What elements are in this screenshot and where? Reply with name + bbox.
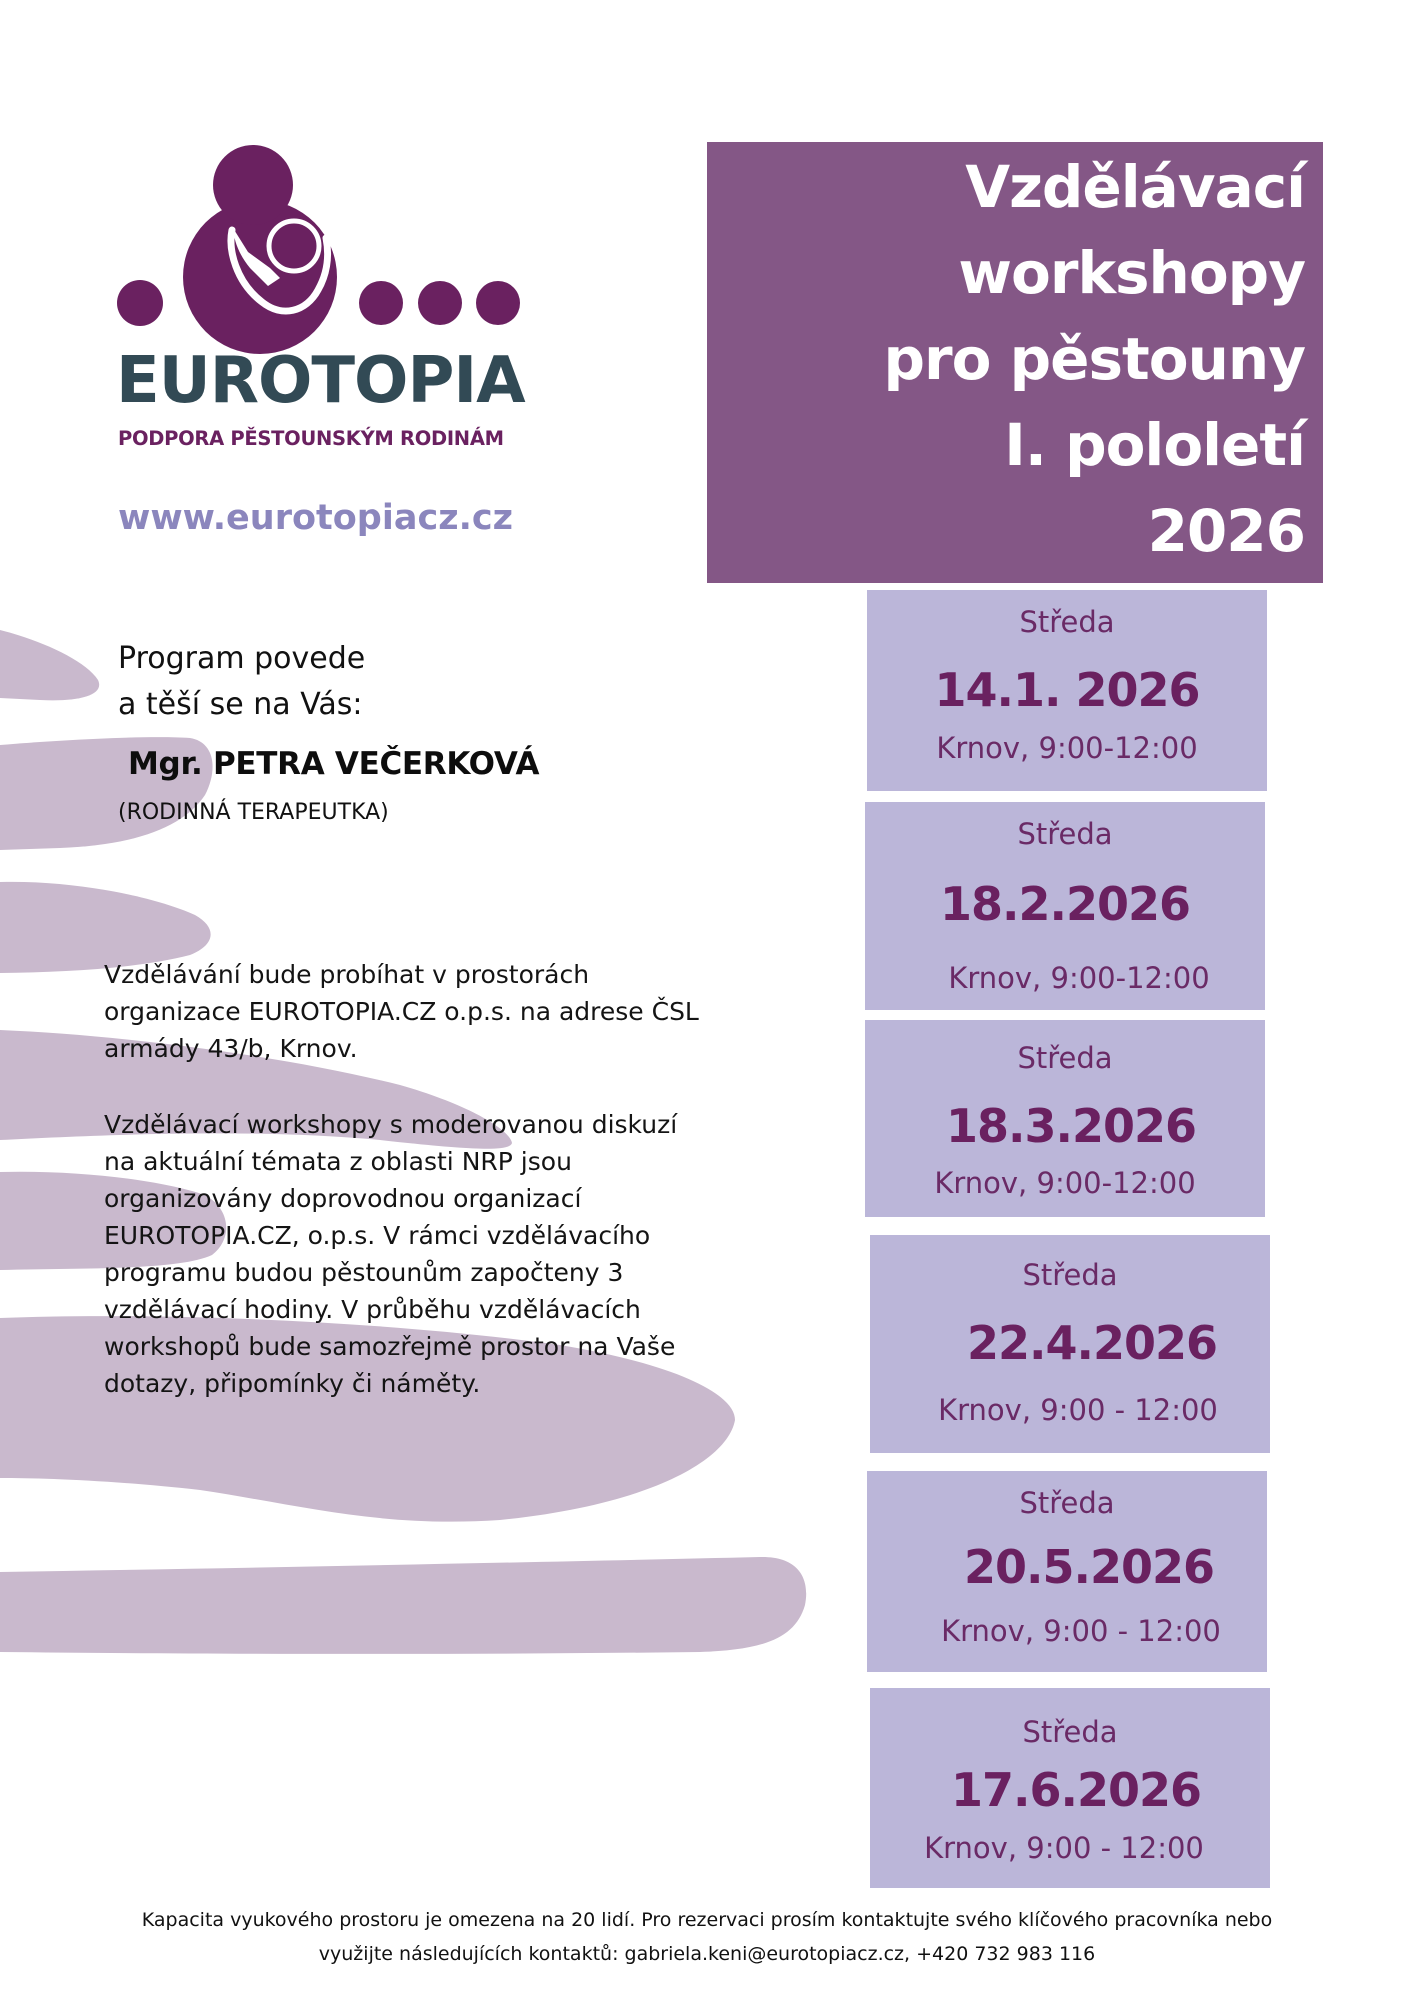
logo-tagline: PODPORA PĚSTOUNSKÝM RODINÁM xyxy=(118,427,504,450)
footer-line-contacts: využijte následujících kontaktů: gabriela.keni@eurotopiacz.cz, +420 732 983 116 xyxy=(318,1943,1096,1965)
paragraph-line: programu budou pěstounům započteny 3 xyxy=(104,1258,624,1287)
logo-child-head xyxy=(269,221,319,271)
session-card xyxy=(865,1020,1265,1217)
footer-contact-info xyxy=(0,1903,1414,1971)
session-date: 17.6.2026 xyxy=(951,1763,1201,1817)
session-place-time: Krnov, 9:00 - 12:00 xyxy=(941,1614,1221,1648)
paragraph-line: workshopů bude samozřejmě prostor na Vaše xyxy=(104,1332,676,1361)
title-box xyxy=(707,142,1323,583)
session-place-time: Krnov, 9:00-12:00 xyxy=(934,1166,1196,1200)
session-day: Středa xyxy=(1019,605,1115,639)
session-day: Středa xyxy=(1019,1486,1115,1520)
session-card xyxy=(867,1471,1267,1672)
paragraph-line: organizace EUROTOPIA.CZ o.p.s. na adrese ČSL xyxy=(104,997,699,1026)
session-day: Středa xyxy=(1017,817,1113,851)
logo-dot-1 xyxy=(359,281,403,325)
session-day: Středa xyxy=(1017,1041,1113,1075)
session-date: 20.5.2026 xyxy=(964,1540,1214,1594)
location-paragraph xyxy=(104,956,764,1067)
logo-head-circle xyxy=(213,145,293,225)
swoosh-7 xyxy=(0,1557,806,1654)
session-card xyxy=(867,590,1267,791)
paragraph-line: dotazy, připomínky či náměty. xyxy=(104,1369,481,1398)
session-place-time: Krnov, 9:00-12:00 xyxy=(948,961,1210,995)
title-line: 2026 xyxy=(1147,497,1305,565)
logo-dot-2 xyxy=(418,281,462,325)
title-line: I. pololetí xyxy=(1004,411,1305,479)
paragraph-line: na aktuální témata z oblasti NRP jsou xyxy=(104,1147,572,1176)
paragraph-line: Vzdělávání bude probíhat v prostorách xyxy=(104,960,590,989)
logo-wordmark: EUROTOPIA xyxy=(116,344,525,418)
title-line: Vzdělávací xyxy=(965,153,1305,221)
website-link[interactable]: www.eurotopiacz.cz xyxy=(118,498,513,538)
session-place-time: Krnov, 9:00 - 12:00 xyxy=(938,1393,1218,1427)
logo-dot-3 xyxy=(476,281,520,325)
presenter-role: (RODINNÁ TERAPEUTKA) xyxy=(118,800,389,825)
session-place-time: Krnov, 9:00-12:00 xyxy=(936,731,1198,765)
paragraph-line: vzdělávací hodiny. V průběhu vzdělávacích xyxy=(104,1295,641,1324)
swoosh-1 xyxy=(0,630,99,700)
description-paragraph xyxy=(104,1106,764,1402)
paragraph-line: organizovány doprovodnou organizací xyxy=(104,1184,582,1213)
session-day: Středa xyxy=(1022,1715,1118,1749)
title-line: pro pěstouny xyxy=(883,325,1305,393)
paragraph-line: armády 43/b, Krnov. xyxy=(104,1034,358,1063)
title-line: workshopy xyxy=(958,239,1305,307)
presenter-intro: a těší se na Vás: xyxy=(118,687,363,722)
session-card xyxy=(870,1235,1270,1453)
presenter-intro: Program povede xyxy=(118,641,366,676)
session-date: 14.1. 2026 xyxy=(934,663,1200,717)
paragraph-line: Vzdělávací workshopy s moderovanou diskuzí xyxy=(104,1110,678,1139)
footer-line-capacity: Kapacita vyukového prostoru je omezena na 20 lidí. Pro rezervaci prosím kontaktujte svého klíčového pracovníka nebo xyxy=(141,1909,1273,1931)
session-card xyxy=(870,1688,1270,1888)
session-date: 18.3.2026 xyxy=(946,1099,1196,1153)
presenter-block xyxy=(118,636,539,830)
session-date: 22.4.2026 xyxy=(967,1316,1217,1370)
session-place-time: Krnov, 9:00 - 12:00 xyxy=(924,1831,1204,1865)
session-date: 18.2.2026 xyxy=(940,877,1190,931)
paragraph-line: EUROTOPIA.CZ, o.p.s. V rámci vzdělávacího xyxy=(104,1221,651,1250)
presenter-name: Mgr. PETRA VEČERKOVÁ xyxy=(128,746,540,782)
session-card xyxy=(865,802,1265,1010)
session-day: Středa xyxy=(1022,1258,1118,1292)
logo-dot-left xyxy=(117,280,163,326)
